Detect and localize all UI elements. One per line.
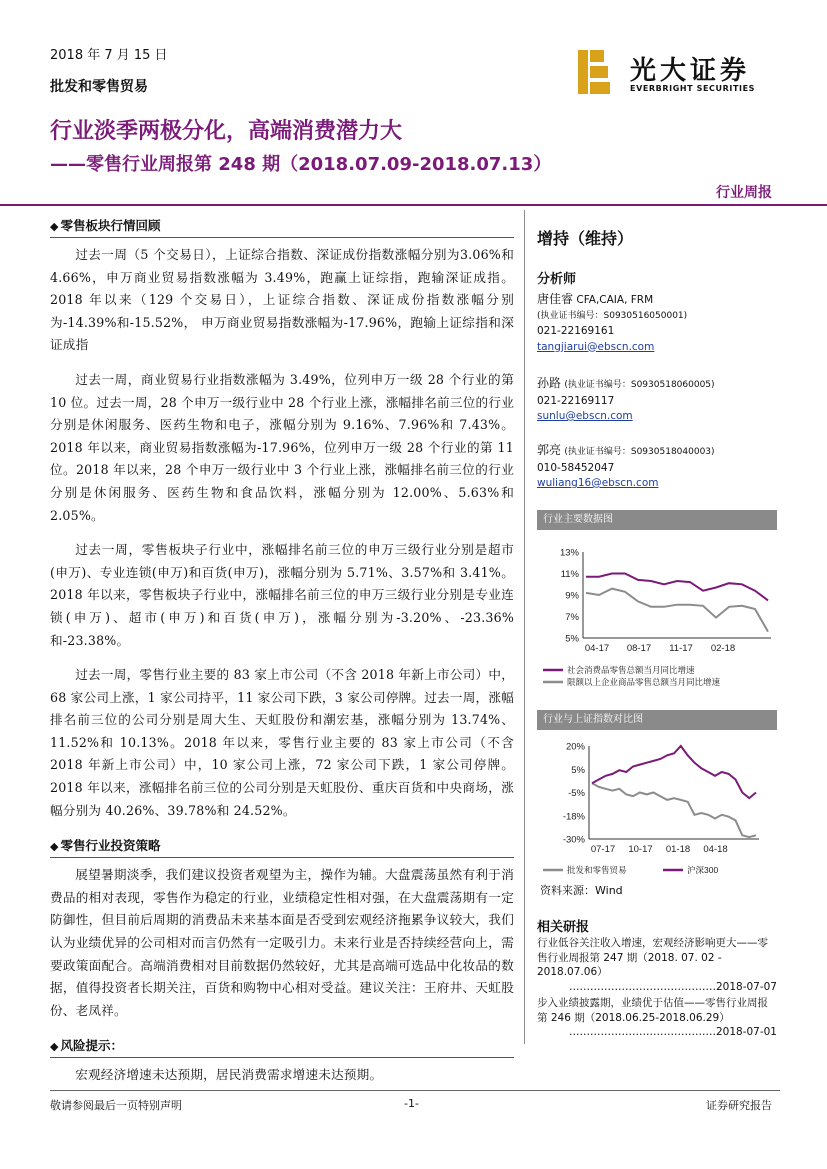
analyst-phone: 021-22169117 (537, 394, 615, 407)
report-category: 证券研究报告 (706, 1099, 772, 1112)
paragraph: 过去一周，商业贸易行业指数涨幅为 3.49%，位列申万一级 28 个行业的第 10 位。过去一周，28 个申万一级行业中 28 个行业上涨，涨幅排名前三位的行业分别是休闲服务、医药生物和电子，涨幅分别为 9.16%、7.96%和 7.43%。2018 年以来，商业贸易指数涨幅为-17.96%，位列申万一级 28 个行业的第 11 位。2018 年以来，28 个申万一级行业中 3 个行业上涨，涨幅排名前三位的行业分别是休闲服务、医药生物和食品饮料，涨幅分别为 12.00%、5.63%和 2.05%。 (50, 371, 514, 523)
analyst-phone: 021-22169161 (537, 325, 615, 337)
x-tick-label: 04-18 (703, 844, 728, 855)
chart-title: 行业主要数据图 (537, 510, 777, 530)
x-tick-label: 04-17 (584, 643, 610, 654)
legend-label: 沪深300 (687, 865, 719, 875)
industry-data-chart (537, 538, 777, 698)
logo-chinese: 光大证券 (630, 56, 751, 86)
x-tick-label: 10-17 (628, 844, 653, 855)
analyst-email-link[interactable]: sunlu@ebscn.com (537, 410, 633, 422)
column-divider (524, 210, 525, 1044)
analyst-heading: 分析师 (537, 272, 577, 287)
related-report-date: ……………………………………2018-07-01 (568, 1026, 777, 1038)
legend-label: 限额以上企业商品零售总额当月同比增速 (567, 677, 721, 687)
chart-title: 行业与上证指数对比图 (537, 710, 777, 730)
paragraph: 展望暑期淡季，我们建议投资者观望为主，操作为辅。大盘震荡虽然有利于消费品的相对表现，零售作为稳定的行业，业绩稳定性相对强，在大盘震荡期有一定防御性，但目前后周期的消费品未来基本面是否受到宏观经济拖累争议较大，我们认为业绩优异的公司相对而言仍然有一定吸引力。未来行业是否持续经营向上，需要政策面配合。高端消费相对目前数据仍然较好，尤其是高端可选品中化妆品的数据，值得投资者长期关注，百货和购物中心相对受益。建议关注：王府井、天虹股份、老凤祥。 (50, 867, 514, 1018)
related-report-title[interactable]: 行业低谷关注收入增速，宏观经济影响更大——零售行业周报第 247 期（2018. 07. 02 - 2018.07.06） (537, 937, 768, 978)
series-line (586, 589, 768, 632)
series-line (592, 783, 756, 837)
analyst-card (537, 292, 687, 355)
brand-logo (578, 50, 783, 98)
y-tick-label: 5% (565, 633, 579, 645)
related-report-title[interactable]: 步入业绩披露期，业绩优于估值——零售行业周报第 246 期（2018.06.25-2018.06.29） (537, 997, 768, 1024)
paragraph: 过去一周，零售行业主要的 83 家上市公司（不含 2018 年新上市公司）中，68 家公司上涨，1 家公司持平，11 家公司下跌，3 家公司停牌。过去一周，涨幅排名前三位的公司分别是周大生、天虹股份和潮宏基，涨幅分别为 13.74%、11.52%和 10.13%。2018 年以来，零售行业主要的 83 家上市公司（不含 2018 年新上市公司）中，10 家公司上涨，72 家公司下跌，1 家公司停牌。2018 年以来，涨幅排名前三位的公司分别是天虹股份、重庆百货和中央商场，涨幅分别为 40.26%、39.78%和 24.52%。 (50, 667, 514, 818)
x-tick-label: 02-18 (710, 643, 736, 654)
main-content (50, 214, 514, 1099)
analyst-card (537, 443, 715, 492)
header-divider (0, 204, 827, 206)
paragraph: 过去一周（5 个交易日），上证综合指数、深证成份指数涨幅分别为3.06%和 4.66%，申万商业贸易指数涨幅为 3.49%，跑赢上证综指，跑输深证成指。2018 年以来（129 个交易日），上证综合指数、深证成份指数涨幅分别为-14.39%和-15.52%， 申万商业贸易指数涨幅为-17.96%，跑输上证综指和深证成指 (50, 247, 514, 353)
y-tick-label: 5% (571, 764, 585, 776)
everbright-logo-icon (578, 50, 612, 94)
page-number: -1- (404, 1097, 419, 1110)
paragraph: 宏观经济增速未达预期，居民消费需求增速未达预期。 (75, 1067, 383, 1083)
y-tick-label: 11% (560, 569, 579, 580)
index-comparison-chart (537, 736, 777, 880)
analyst-name: 郭亮 (537, 443, 562, 457)
diamond-icon: ◆ (50, 840, 59, 854)
analyst-cert: (执业证书编号：S0930516050001) (537, 310, 688, 321)
x-tick-label: 08-17 (626, 643, 652, 654)
related-report[interactable] (537, 936, 777, 994)
y-tick-label: -5% (568, 788, 585, 799)
y-tick-label: 13% (559, 547, 579, 559)
related-report[interactable] (537, 996, 777, 1040)
legend-label: 社会消费品零售总额当月同比增速 (567, 665, 695, 675)
analyst-email-link[interactable]: tangjiarui@ebscn.com (537, 340, 655, 353)
paragraph: 过去一周，零售板块子行业中，涨幅排名前三位的申万三级行业分别是超市(申万)、专业连锁(申万)和百货(申万)，涨幅分别为 5.71%、3.57%和 3.41%。2018 年以来，零售板块子行业中，涨幅排名前三位的申万三级行业分别是专业连锁(申万)、超市(申万)和百货(申万)，涨幅分别为-3.20%、-23.36%和-23.38%。 (50, 542, 514, 648)
logo-english: EVERBRIGHT SECURITIES (630, 84, 756, 93)
x-tick-label: 11-17 (669, 643, 693, 654)
analyst-name: 孙路 (537, 376, 562, 390)
data-source: 资料来源：Wind (540, 884, 623, 897)
sector-name: 批发和零售贸易 (50, 79, 148, 95)
legend-label: 批发和零售贸易 (567, 865, 627, 875)
footer-divider (50, 1090, 780, 1091)
diamond-icon: ◆ (50, 1040, 59, 1054)
y-tick-label: 20% (565, 741, 585, 753)
analyst-cert: (执业证书编号：S0930518060005) (564, 380, 715, 390)
disclaimer-note: 敬请参阅最后一页特别声明 (50, 1099, 182, 1112)
diamond-icon: ◆ (50, 220, 59, 233)
x-tick-label: 01-18 (665, 844, 691, 855)
rating: 增持（维持） (537, 229, 634, 248)
report-subtitle: ——零售行业周报第 248 期（2018.07.09-2018.07.13） (50, 154, 552, 175)
related-heading: 相关研报 (537, 920, 590, 935)
analyst-cert: (执业证书编号：S0930518040003) (564, 447, 715, 457)
y-tick-label: -18% (562, 811, 585, 823)
x-tick-label: 07-17 (590, 844, 616, 855)
related-report-date: ……………………………………2018-07-07 (568, 980, 777, 993)
y-tick-label: -30% (562, 834, 585, 846)
report-date: 2018 年 7 月 15 日 (50, 48, 168, 63)
series-line (586, 574, 768, 601)
analyst-email-link[interactable]: wuliang16@ebscn.com (537, 477, 659, 489)
section-heading: ◆ 零售板块行情回顾 (50, 214, 514, 238)
report-title: 行业淡季两极分化，高端消费潜力大 (50, 119, 403, 144)
document-type: 行业周报 (716, 185, 772, 201)
section-heading: ◆ 风险提示： (50, 1034, 514, 1058)
y-tick-label: 7% (565, 612, 579, 623)
analyst-creds: CFA,CAIA, FRM (576, 294, 654, 306)
y-tick-label: 9% (565, 590, 579, 602)
analyst-card (537, 376, 715, 425)
analyst-name: 唐佳睿 (537, 292, 574, 306)
section-heading: ◆ 零售行业投资策略 (50, 834, 514, 858)
analyst-phone: 010-58452047 (537, 461, 615, 474)
